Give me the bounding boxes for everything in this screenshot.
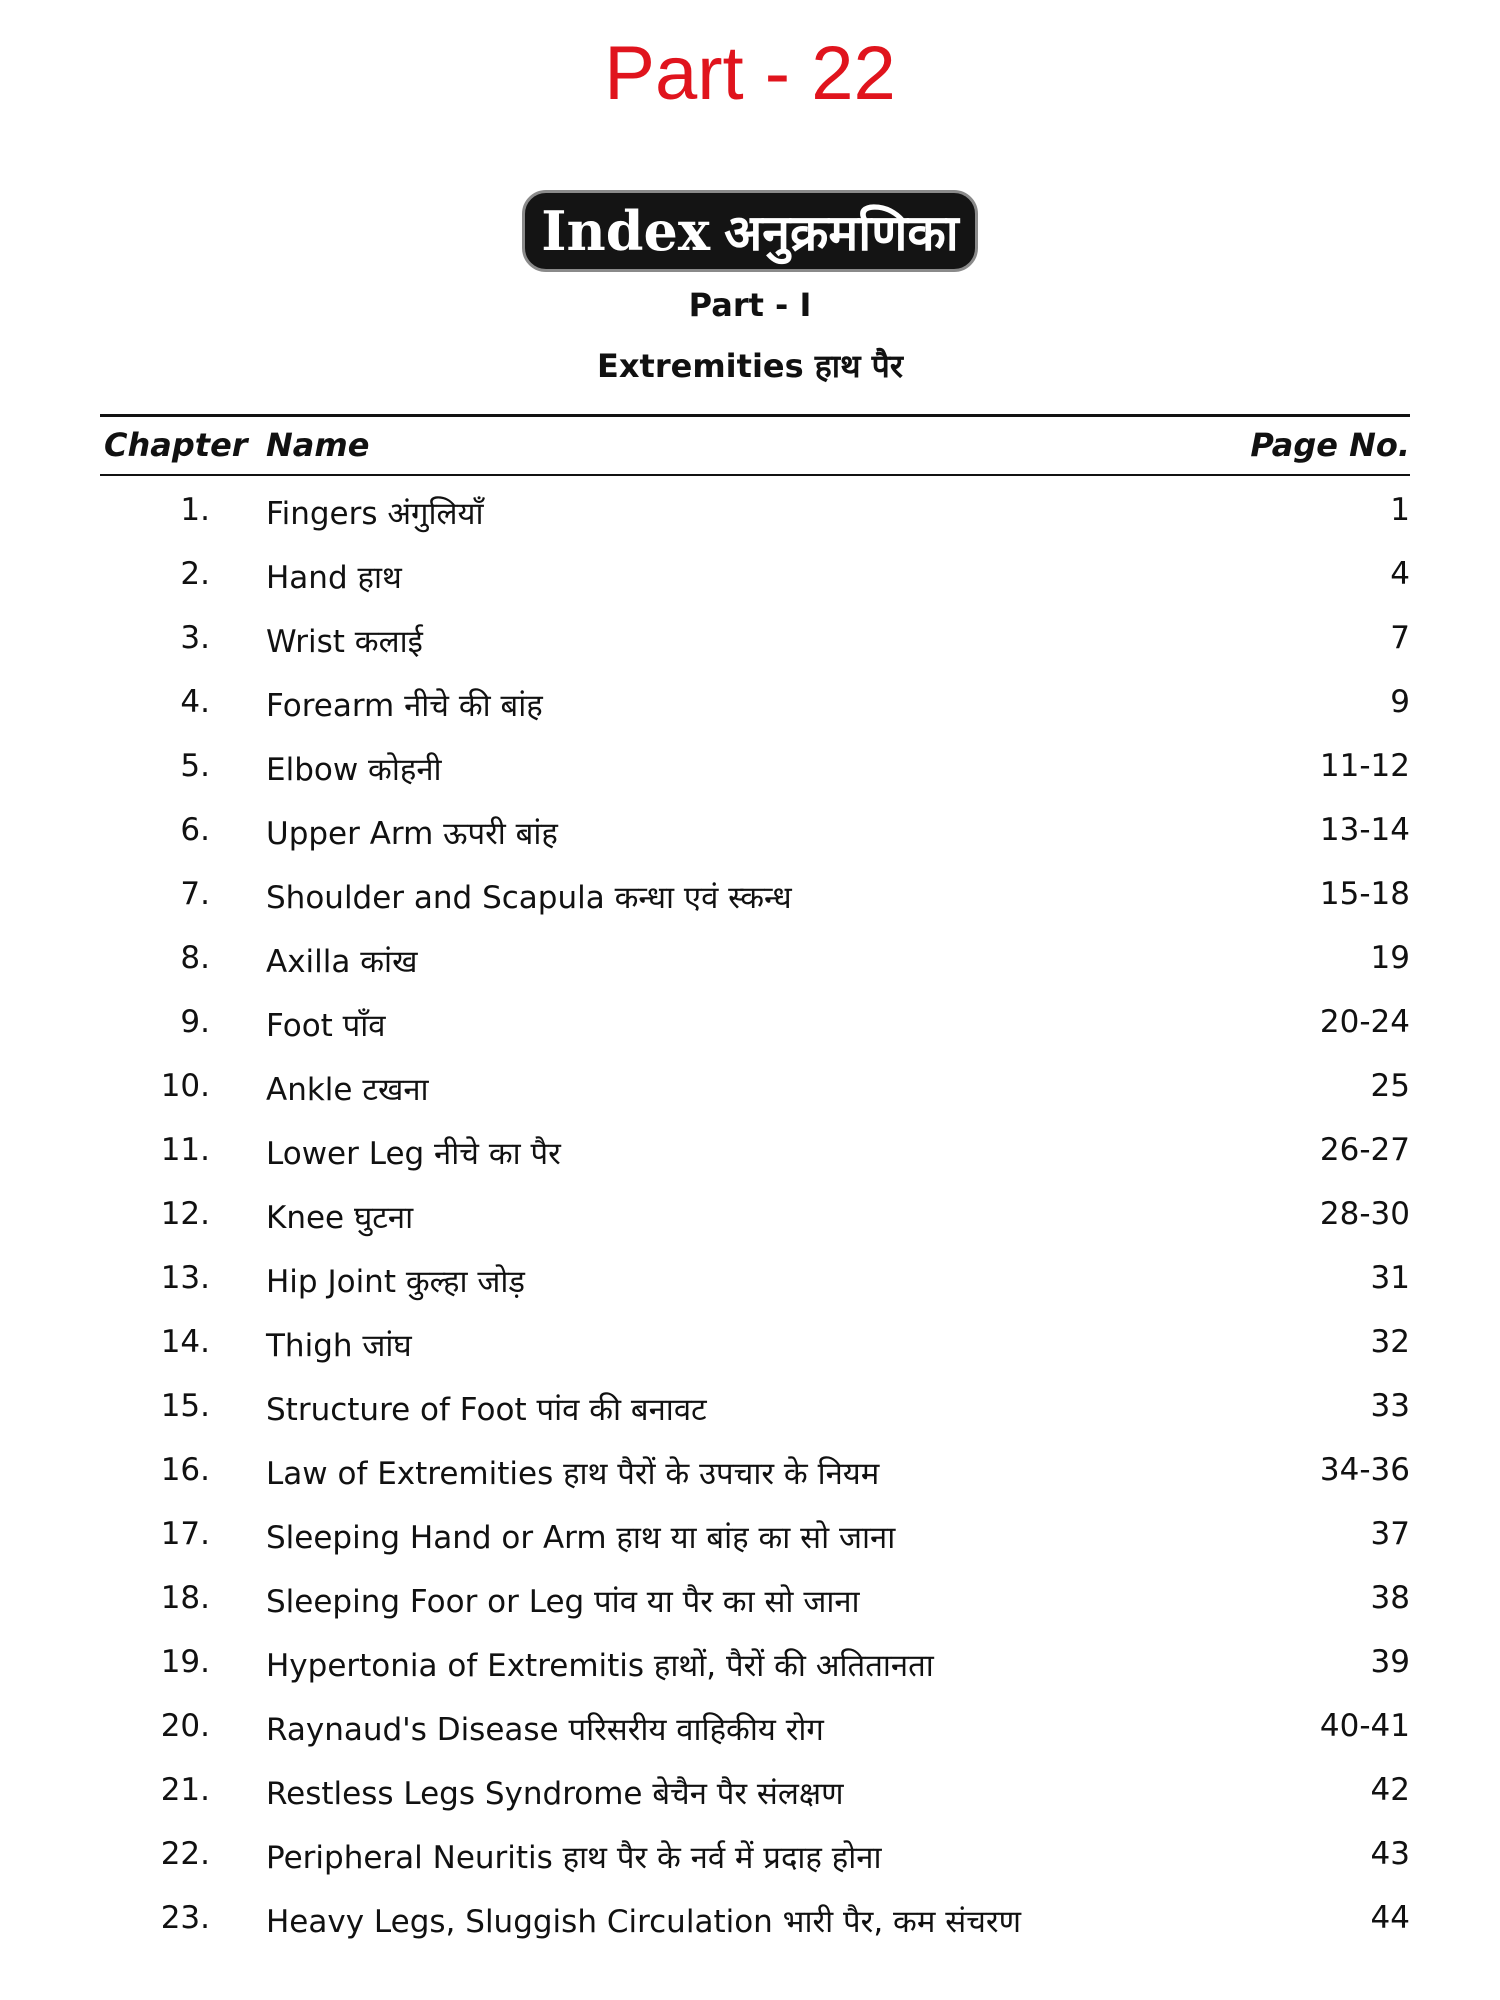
page-number: 28-30 <box>1319 1196 1410 1232</box>
chapter-number: 10. <box>160 1068 210 1104</box>
chapter-number: 3. <box>180 620 210 656</box>
chapter-number: 9. <box>180 1004 210 1040</box>
page-number: 44 <box>1370 1900 1410 1936</box>
chapter-number: 19. <box>160 1644 210 1680</box>
part-label: Part - 22 <box>604 31 896 116</box>
table-row <box>100 1056 1410 1120</box>
chapter-number: 18. <box>160 1580 210 1616</box>
page-number: 13-14 <box>1319 812 1410 848</box>
page-number: 37 <box>1370 1516 1410 1552</box>
chapter-name: Foot पाँव <box>266 1008 386 1044</box>
chapter-name: Structure of Foot पांव की बनावट <box>266 1392 707 1428</box>
chapter-name: Shoulder and Scapula कन्धा एवं स्कन्ध <box>266 880 792 916</box>
table-row <box>100 1760 1410 1824</box>
chapter-number: 23. <box>160 1900 210 1936</box>
chapter-number: 21. <box>160 1772 210 1808</box>
chapter-name: Forearm नीचे की बांह <box>266 688 543 724</box>
section-title: Extremities हाथ पैर <box>597 347 903 385</box>
table-row <box>100 928 1410 992</box>
chapter-name: Knee घुटना <box>266 1200 414 1236</box>
page-number: 4 <box>1390 556 1410 592</box>
table-row <box>100 1696 1410 1760</box>
chapter-number: 15. <box>160 1388 210 1424</box>
table-row <box>100 480 1410 544</box>
table-row <box>100 1568 1410 1632</box>
chapter-name: Fingers अंगुलियाँ <box>266 496 484 532</box>
index-title-english: Index <box>541 199 711 263</box>
chapter-number: 4. <box>180 684 210 720</box>
index-title-badge <box>522 190 978 272</box>
table-row <box>100 1120 1410 1184</box>
column-header-name: Name <box>266 426 370 464</box>
chapter-name: Restless Legs Syndrome बेचैन पैर संलक्षण <box>266 1776 844 1812</box>
chapter-number: 2. <box>180 556 210 592</box>
chapter-number: 14. <box>160 1324 210 1360</box>
chapter-name: Sleeping Hand or Arm हाथ या बांह का सो जाना <box>266 1520 896 1556</box>
chapter-number: 12. <box>160 1196 210 1232</box>
chapter-name: Axilla कांख <box>266 944 418 980</box>
table-row <box>100 1376 1410 1440</box>
chapter-name: Thigh जांघ <box>266 1328 412 1364</box>
chapter-number: 1. <box>180 492 210 528</box>
page-number: 40-41 <box>1319 1708 1410 1744</box>
chapter-number: 7. <box>180 876 210 912</box>
chapter-number: 6. <box>180 812 210 848</box>
chapter-name: Lower Leg नीचे का पैर <box>266 1136 561 1172</box>
column-header-page: Page No. <box>1250 426 1410 464</box>
table-header-rule <box>100 474 1410 476</box>
chapter-name: Heavy Legs, Sluggish Circulation भारी पैर, कम संचरण <box>266 1904 1021 1940</box>
chapter-number: 11. <box>160 1132 210 1168</box>
table-row <box>100 672 1410 736</box>
table-row <box>100 1184 1410 1248</box>
page-number: 25 <box>1370 1068 1410 1104</box>
table-row <box>100 1312 1410 1376</box>
table-row <box>100 1632 1410 1696</box>
chapter-name: Peripheral Neuritis हाथ पैर के नर्व में प्रदाह होना <box>266 1840 882 1876</box>
page-number: 33 <box>1370 1388 1410 1424</box>
page-number: 43 <box>1370 1836 1410 1872</box>
table-row <box>100 992 1410 1056</box>
chapter-number: 5. <box>180 748 210 784</box>
page-number: 9 <box>1390 684 1410 720</box>
chapter-number: 20. <box>160 1708 210 1744</box>
page-number: 20-24 <box>1319 1004 1410 1040</box>
column-header-chapter: Chapter <box>104 426 248 464</box>
page-number: 7 <box>1390 620 1410 656</box>
table-row <box>100 1824 1410 1888</box>
page-number: 38 <box>1370 1580 1410 1616</box>
table-row <box>100 1504 1410 1568</box>
table-top-rule <box>100 414 1410 417</box>
table-row <box>100 1888 1410 1952</box>
chapter-name: Law of Extremities हाथ पैरों के उपचार के नियम <box>266 1456 880 1492</box>
table-row <box>100 736 1410 800</box>
index-table-body <box>100 480 1410 1952</box>
table-row <box>100 544 1410 608</box>
page-number: 31 <box>1370 1260 1410 1296</box>
chapter-number: 16. <box>160 1452 210 1488</box>
chapter-number: 13. <box>160 1260 210 1296</box>
table-row <box>100 800 1410 864</box>
part-subtitle: Part - I <box>688 286 812 324</box>
chapter-name: Upper Arm ऊपरी बांह <box>266 816 558 852</box>
page-number: 11-12 <box>1319 748 1410 784</box>
index-title-hindi: अनुक्रमणिका <box>724 204 959 262</box>
chapter-number: 17. <box>160 1516 210 1552</box>
chapter-name: Hypertonia of Extremitis हाथों, पैरों की अतितानता <box>266 1648 934 1684</box>
page-number: 19 <box>1370 940 1410 976</box>
chapter-name: Ankle टखना <box>266 1072 429 1108</box>
page-number: 15-18 <box>1319 876 1410 912</box>
chapter-name: Hip Joint कुल्हा जोड़ <box>266 1264 525 1300</box>
chapter-name: Raynaud's Disease परिसरीय वाहिकीय रोग <box>266 1712 824 1748</box>
page-number: 26-27 <box>1319 1132 1410 1168</box>
page-number: 1 <box>1390 492 1410 528</box>
table-row <box>100 1248 1410 1312</box>
chapter-name: Wrist कलाई <box>266 624 423 660</box>
page-number: 42 <box>1370 1772 1410 1808</box>
page-number: 34-36 <box>1319 1452 1410 1488</box>
chapter-number: 22. <box>160 1836 210 1872</box>
table-row <box>100 1440 1410 1504</box>
page-number: 32 <box>1370 1324 1410 1360</box>
chapter-name: Sleeping Foor or Leg पांव या पैर का सो जाना <box>266 1584 860 1620</box>
table-header <box>100 422 1410 470</box>
chapter-number: 8. <box>180 940 210 976</box>
chapter-name: Elbow कोहनी <box>266 752 442 788</box>
table-row <box>100 608 1410 672</box>
chapter-name: Hand हाथ <box>266 560 402 596</box>
table-row <box>100 864 1410 928</box>
page-number: 39 <box>1370 1644 1410 1680</box>
